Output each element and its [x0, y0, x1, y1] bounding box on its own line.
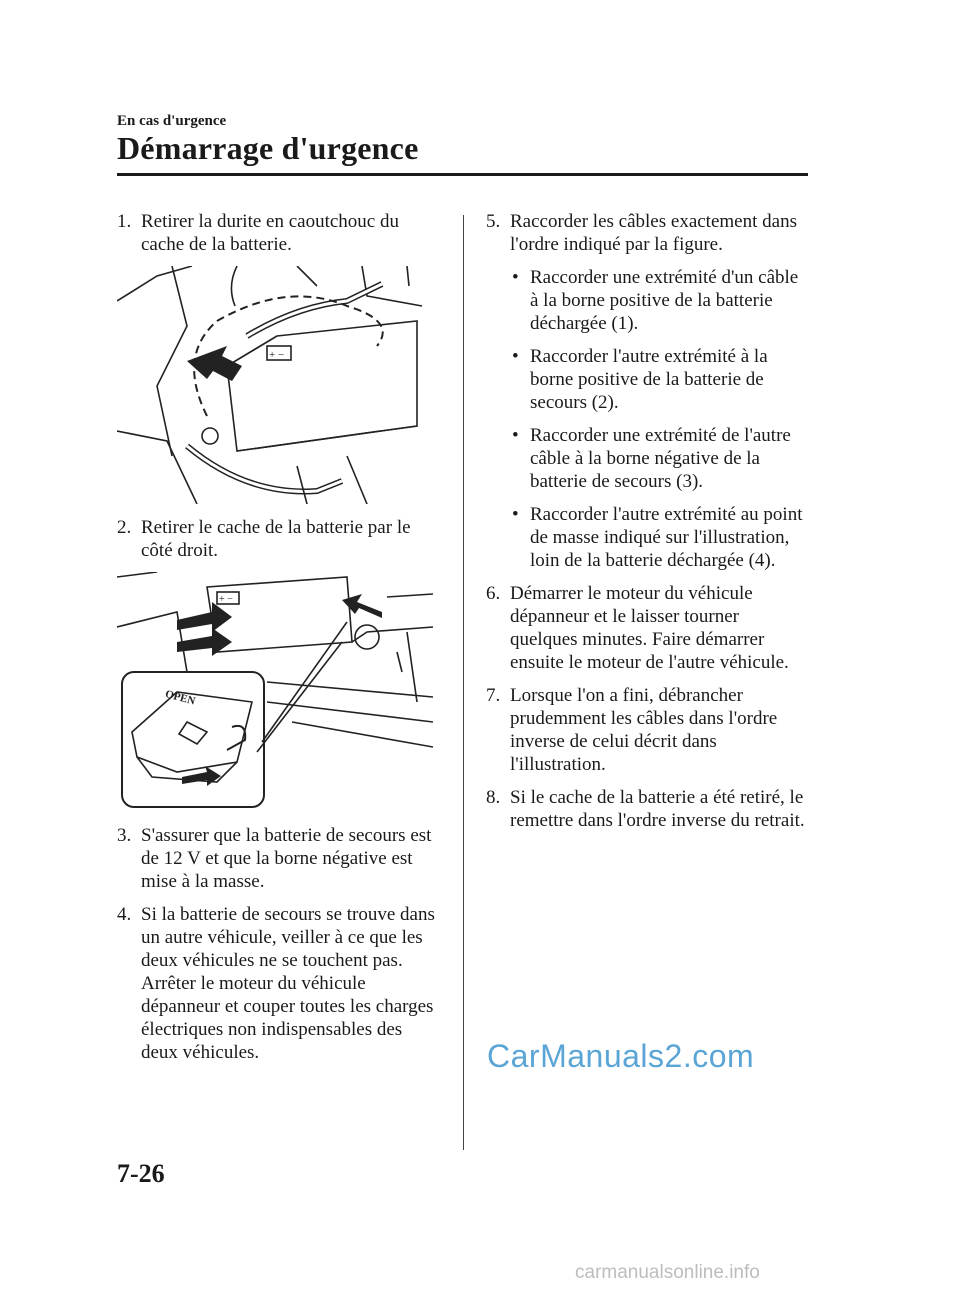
section-label: En cas d'urgence — [117, 113, 227, 129]
step-text: Retirer la durite en caoutchouc du cache de la batterie. — [141, 211, 399, 255]
step-text: Retirer le cache de la batterie par le côté droit. — [141, 517, 411, 561]
step-number: 4. — [117, 904, 132, 925]
bullet-item — [506, 345, 811, 414]
step-text: Raccorder les câbles exactement dans l'ordre indiqué par la figure. — [510, 211, 797, 255]
step-text: Si la batterie de secours se trouve dans un autre véhicule, veiller à ce que les deux véhicules ne se touchent pas. Arrêter le moteur du véhicule dépanneur et couper toutes les charges électriques non indispensables des deux véhicules. — [141, 904, 435, 1063]
watermark-link[interactable]: CarManuals2.com — [487, 1038, 755, 1074]
battery-hose-illustration — [117, 266, 433, 504]
step-3 — [117, 824, 439, 893]
bullet-mark: • — [512, 425, 519, 446]
page-number: 7-26 — [117, 1159, 165, 1188]
battery-cover-removal-illustration — [117, 572, 433, 812]
step-2 — [117, 516, 439, 562]
bullet-mark: • — [512, 267, 519, 288]
step-number: 6. — [486, 583, 501, 604]
step-text: S'assurer que la batterie de secours est de 12 V et que la borne négative est mise à la masse. — [141, 825, 432, 892]
bullet-item — [506, 266, 811, 335]
step-number: 3. — [117, 825, 132, 846]
bullet-item — [506, 503, 811, 572]
step-number: 8. — [486, 787, 501, 808]
battery-polarity-label: + − — [219, 594, 233, 605]
bullet-text: Raccorder l'autre extrémité à la borne positive de la batterie de secours (2). — [530, 346, 768, 413]
column-divider — [463, 215, 464, 1150]
bullet-text: Raccorder une extrémité de l'autre câble à la borne négative de la batterie de secours (3). — [530, 425, 791, 492]
step-text: Lorsque l'on a fini, débrancher prudemment les câbles dans l'ordre inverse de celui décrit dans l'illustration. — [510, 685, 778, 775]
bullet-item — [506, 424, 811, 493]
right-column — [486, 210, 811, 842]
open-label: OPEN — [163, 688, 197, 708]
step-text: Si le cache de la batterie a été retiré, le remettre dans l'ordre inverse du retrait. — [510, 787, 805, 831]
step-1 — [117, 210, 439, 256]
step-number: 2. — [117, 517, 132, 538]
step-number: 1. — [117, 211, 132, 232]
header-rule — [117, 173, 808, 176]
step-7 — [486, 684, 811, 776]
bullet-text: Raccorder l'autre extrémité au point de masse indiqué sur l'illustration, loin de la batterie déchargée (4). — [530, 504, 803, 571]
battery-polarity-label: + − — [269, 349, 285, 361]
bullet-text: Raccorder une extrémité d'un câble à la borne positive de la batterie déchargée (1). — [530, 267, 799, 334]
step-5 — [486, 210, 811, 256]
step-4 — [117, 903, 439, 1064]
footer-watermark: carmanualsonline.info — [575, 1262, 760, 1283]
step-8 — [486, 786, 811, 832]
step-6 — [486, 582, 811, 674]
step-text: Démarrer le moteur du véhicule dépanneur et le laisser tourner quelques minutes. Faire démarrer ensuite le moteur de l'autre véhicule. — [510, 583, 789, 673]
bullet-mark: • — [512, 504, 519, 525]
step-number: 7. — [486, 685, 501, 706]
left-column — [117, 210, 439, 1074]
page-title: Démarrage d'urgence — [117, 130, 419, 166]
step-number: 5. — [486, 211, 501, 232]
bullet-mark: • — [512, 346, 519, 367]
